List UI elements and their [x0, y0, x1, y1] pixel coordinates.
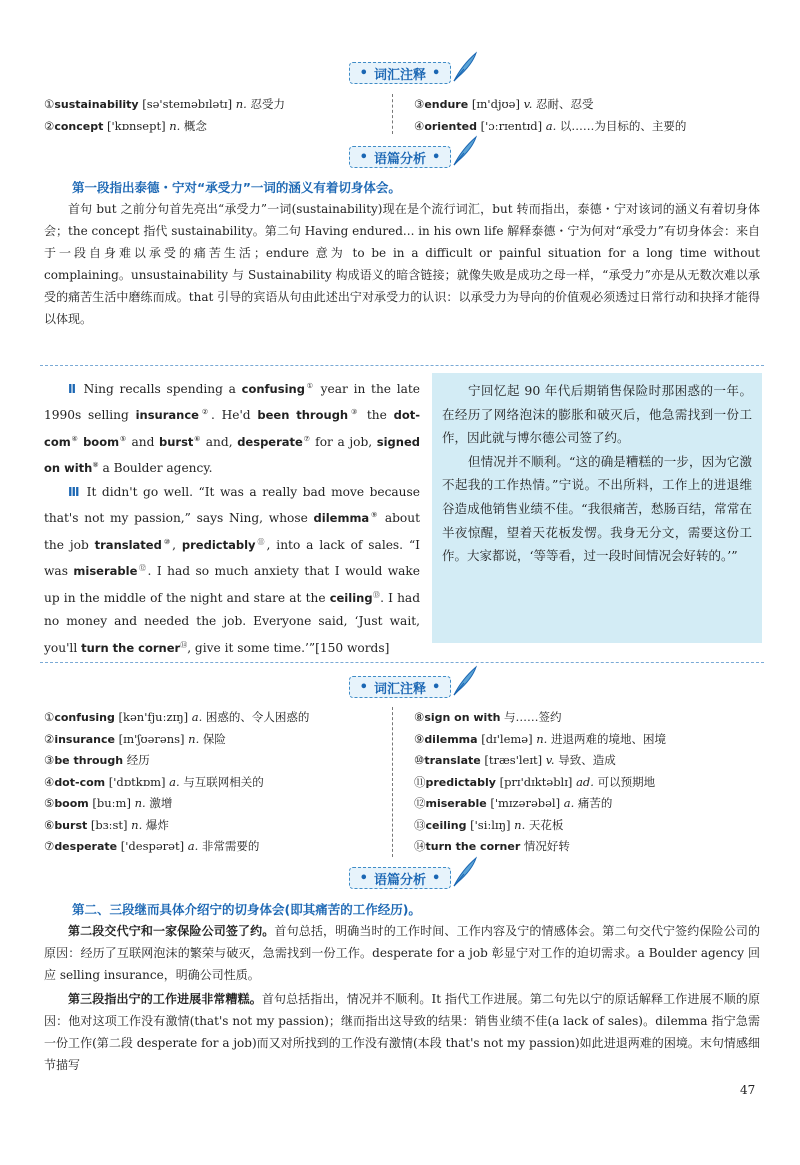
- section1-heading: 第一段指出泰德・宁对“承受力”一词的涵义有着切身体会。: [72, 180, 401, 195]
- analysis-title: 语篇分析: [373, 872, 426, 888]
- english-passage: [44, 375, 420, 660]
- vocab-item: ⑧sign on with 与……签约: [414, 710, 562, 724]
- quill-pen-icon: [450, 51, 480, 83]
- vocab-item: ③endure [ɪn'djʊə] v. 忍耐、忍受: [414, 97, 594, 111]
- vocab-list-1-right: [414, 94, 686, 137]
- translation-paragraph-3: 但情况并不顺利。“这的确是糟糕的一步，因为它激不起我的工作热情。”宁说。不出所料，工作上的进退维谷造成他销售业绩不佳。“我很痛苦，愁肠百结，常常在半夜惊醒，望着天花板发愣。我身无分文，需要这份工作。大家都说，‘等等看，过一段时间情况会好转的。’”: [442, 453, 752, 564]
- vocab-notes-title: 词汇注释: [373, 67, 426, 83]
- dashed-divider: [392, 94, 399, 134]
- vocab-list-2: [44, 707, 760, 859]
- section2-p2-text: 首句总括，明确当时的工作时间、工作内容及宁的情感体会。第二句交代宁签约保险公司的原因：经历了互联网泡沫的繁荣与破灭，急需找到一份工作。desperate for a job 彰显宁对工作的迫切需求。a Boulder agency 回应 selling insurance，明确公司性质。: [44, 924, 760, 982]
- page-number: 47: [740, 1083, 756, 1097]
- vocab-item: ①confusing [kən'fjuːzɪŋ] a. 困惑的、令人困惑的: [44, 710, 310, 724]
- passage-paragraph-2: Ⅱ Ning recalls spending a confusing① year in the late 1990s selling insurance②. He'd been through③ the dot-com④ boom⑤ and burst⑥ and, desperate⑦ for a job, signed on with⑧ a Boulder agency.: [44, 382, 421, 476]
- section2-paragraph-2: [44, 920, 760, 986]
- vocab-list-1-left: [44, 94, 285, 137]
- section2-p2-lead: 第二段交代宁和一家保险公司签了约。: [68, 924, 275, 938]
- vocab-item: ⑭turn the corner 情况好转: [414, 839, 570, 853]
- vocab-item: ①sustainability [sə'steɪnəbɪlətɪ] n. 忍受力: [44, 97, 285, 111]
- vocab-item: ⑬ceiling ['siːlɪŋ] n. 天花板: [414, 817, 564, 832]
- quill-pen-icon: [450, 135, 480, 167]
- analysis-badge: • 语篇分析 •: [349, 867, 452, 889]
- vocab-item: ⑨dilemma [dɪ'lemə] n. 进退两难的境地、困境: [414, 731, 666, 746]
- vocab-item: ②concept ['kɒnsept] n. 概念: [44, 118, 207, 133]
- section1-text: 首句 but 之前分句首先亮出“承受力”一词(sustainability)现在是个流行词汇，but 转而指出，泰德・宁对该词的涵义有着切身体会；the concept 指代 sustainability。第二句 Having endured... in his own life 解释泰德・宁为何对“承受力”有切身体会：来自于一段自身难以承受的痛苦生活；endure 意为 to be in a difficult or painful situation for a long time without complaining。unsustainability 与 Sustainability 构成语义的暗含链接；就像失败是成功之母一样，“承受力”亦是从无数次难以承受的痛苦生活中磨练而成。that 引导的宾语从句由此述出宁对承受力的认识：以承受力为导向的价值观必须透过日常行动和抉择才能得以体现。: [44, 202, 760, 326]
- vocab-item: ⑩translate [træs'leɪt] v. 导致、造成: [414, 753, 616, 767]
- vocab-item: ⑥burst [bɜːst] n. 爆炸: [44, 817, 169, 832]
- paragraph-number-2: Ⅱ: [68, 382, 78, 397]
- vocab-item: ⑦desperate ['despərət] a. 非常需要的: [44, 839, 260, 853]
- section2-p3-text: 首句总括指出，情况并不顺利。It 指代工作进展。第二句先以宁的原话解释工作进展不顺的原因：他对这项工作没有激情(that's not my passion)；继而指出这导致的结果：销售业绩不佳(a lack of sales)。dilemma 指宁急需一份工作(第二段 desperate for a job)而又对所找到的工作没有激情(本段 that's not my passion)如此进退两难的困境。末句情感细节描写: [44, 992, 760, 1072]
- analysis-badge: • 语篇分析 •: [349, 146, 452, 168]
- vocab-item: ⑤boom [buːm] n. 激增: [44, 796, 173, 810]
- paragraph-number-3: Ⅲ: [68, 484, 82, 499]
- analysis-title: 语篇分析: [373, 151, 426, 167]
- vocab-item: ③be through 经历: [44, 753, 150, 767]
- vocab-item: ④dot-com ['dɒtkɒm] a. 与互联网相关的: [44, 774, 264, 789]
- section2-heading: 第二、三段继而具体介绍宁的切身体会(即其痛苦的工作经历)。: [72, 902, 421, 917]
- vocab-list-1: [44, 94, 760, 138]
- quill-pen-icon: [450, 856, 480, 888]
- translation-box: [432, 373, 762, 643]
- vocab-item: ⑫miserable ['mɪzərəbəl] a. 痛苦的: [414, 796, 613, 810]
- dashed-separator: [40, 662, 764, 663]
- vocab-item: ②insurance [ɪn'ʃʊərəns] n. 保险: [44, 731, 226, 746]
- dashed-divider: [392, 707, 399, 857]
- vocab-notes-badge: • 词汇注释 •: [349, 62, 452, 84]
- dashed-separator: [40, 365, 764, 366]
- quill-pen-icon: [450, 665, 480, 697]
- vocab-notes-title: 词汇注释: [373, 681, 426, 697]
- vocab-item: ④oriented ['ɔːrɪentɪd] a. 以……为目标的、主要的: [414, 118, 687, 133]
- vocab-notes-badge: • 词汇注释 •: [349, 676, 452, 698]
- passage-paragraph-3: Ⅲ It didn't go well. “It was a really bad move because that's not my passion,” says Ning, whose dilemma⑨ about the job translated⑩, predictably⑪, into a lack of sales. “I was miserable⑫. I had so much anxiety that I would wake up in the middle of the night and stare at the ceiling⑬. I had no money and needed the job. Everyone said, ‘Just wait, you'll turn the corner⑭, give it some time.’”[150 words]: [44, 484, 421, 655]
- vocab-list-2-left: [44, 707, 309, 858]
- translation-paragraph-2: 宁回忆起 90 年代后期销售保险时那困惑的一年。在经历了网络泡沫的膨胀和破灭后，他急需找到一份工作，因此就与博尔德公司签了约。: [442, 383, 752, 446]
- section2-p3-lead: 第三段指出宁的工作进展非常糟糕。: [68, 992, 262, 1006]
- vocab-item: ⑪predictably [prɪ'dɪktəblɪ] ad. 可以预期地: [414, 774, 656, 789]
- word-count: [150 words]: [315, 640, 390, 655]
- vocab-list-2-right: [414, 707, 666, 858]
- section2-paragraph-3: [44, 988, 760, 1076]
